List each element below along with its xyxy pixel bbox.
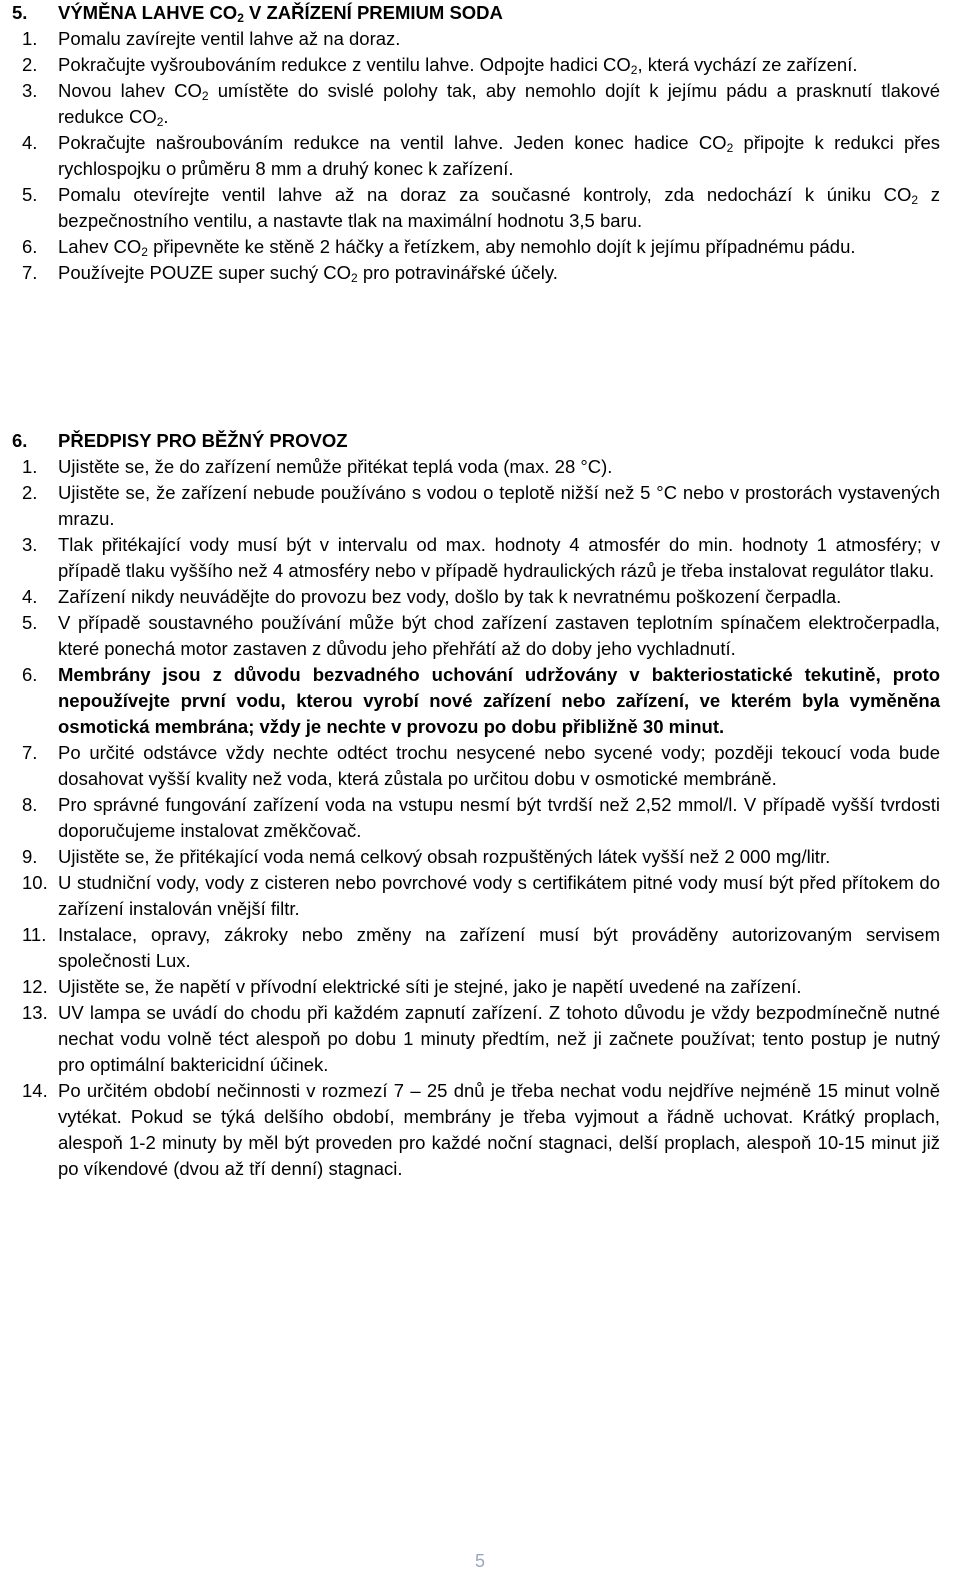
section-heading — [12, 0, 940, 26]
item-number: 7. — [22, 742, 38, 763]
item-number: 12. — [22, 976, 48, 997]
list-item — [12, 454, 940, 480]
section-title: VÝMĚNA LAHVE $CO_2$ V ZAŘÍZENÍ PREMIUM SODA — [58, 2, 503, 25]
section-operating-rules — [12, 428, 940, 1182]
list-item — [12, 610, 940, 662]
item-text: Pomalu otevírejte ventil lahve až na doraz za současné kontroly, zda nedochází k úniku $CO_2$ z bezpečnostního ventilu, a nastavte tlak na maximální hodnotu 3,5 baru. — [58, 184, 941, 231]
section-heading — [12, 428, 940, 454]
item-text: Pokračujte našroubováním redukce na ventil lahve. Jeden konec hadice $CO_2$ připojte k redukci přes rychlospojku o průměru 8 mm a druhý konec k zařízení. — [58, 132, 940, 179]
list-item — [12, 740, 940, 792]
list-item — [12, 26, 940, 52]
item-text: Používejte POUZE super suchý $CO_2$ pro potravinářské účely. — [58, 262, 558, 285]
section-number: 5. — [12, 2, 28, 23]
item-text: Po určité odstávce vždy nechte odtéct trochu nesycené nebo sycené vody; později tekoucí voda bude dosahovat vyšší kvality než voda, která zůstala po určitou dobu v osmotické membráně. — [58, 742, 940, 789]
item-number: 4. — [22, 586, 38, 607]
list-item — [12, 480, 940, 532]
item-text: Pokračujte vyšroubováním redukce z ventilu lahve. Odpojte hadici $CO_2$, která vychází ze zařízení. — [58, 54, 858, 77]
item-number: 14. — [22, 1080, 48, 1101]
item-number: 6. — [22, 664, 38, 685]
item-text: Novou lahev $CO_2$ umístěte do svislé polohy tak, aby nemohlo dojít k jejímu pádu a prasknutí tlakové redukce $CO_2$. — [58, 80, 940, 129]
list-item — [12, 182, 940, 234]
list-item — [12, 130, 940, 182]
item-number: 1. — [22, 456, 38, 477]
item-text: U studniční vody, vody z cisteren nebo povrchové vody s certifikátem pitné vody musí být před přítokem do zařízení instalován vnější filtr. — [58, 872, 940, 919]
item-text: Ujistěte se, že napětí v přívodní elektrické síti je stejné, jako je napětí uvedené na zařízení. — [58, 976, 802, 997]
page-number: 5 — [474, 1551, 485, 1571]
item-text: Membrány jsou z důvodu bezvadného uchování udržovány v bakteriostatické tekutině, proto nepoužívejte první vodu, kterou vyrobí nové zařízení nebo zařízení, ve kterém byla vyměněna osmotická membrána; vždy je nechte v provozu po dobu přibližně 30 minut. — [58, 664, 940, 737]
list-item — [12, 234, 940, 260]
item-number: 3. — [22, 80, 38, 101]
section-title: PŘEDPISY PRO BĚŽNÝ PROVOZ — [58, 430, 348, 451]
item-number: 1. — [22, 28, 38, 49]
rules-list — [12, 454, 940, 1182]
item-text: Zařízení nikdy neuvádějte do provozu bez vody, došlo by tak k nevratnému poškození čerpadla. — [58, 586, 842, 607]
item-text: Ujistěte se, že přitékající voda nemá celkový obsah rozpuštěných látek vyšší než 2 000 mg/litr. — [58, 846, 831, 867]
item-text: Pomalu zavírejte ventil lahve až na doraz. — [58, 28, 401, 49]
item-number: 5. — [22, 184, 38, 205]
section-co2-replacement — [12, 0, 940, 286]
instruction-list — [12, 26, 940, 286]
item-number: 6. — [22, 236, 38, 257]
item-text: Po určitém období nečinnosti v rozmezí 7 – 25 dnů je třeba nechat vodu nejdříve nejméně 15 minut volně vytékat. Pokud se týká delšího období, membrány je třeba vyjmout a řádně uchovat. Krátký proplach, alespoň 1-2 minuty by měl být proveden pro každé noční stagnaci, delší proplach, alespoň 10-15 minut již po víkendové (dvou až tří denní) stagnaci. — [58, 1080, 940, 1179]
item-number: 7. — [22, 262, 38, 283]
item-number: 10. — [22, 872, 48, 893]
item-number: 2. — [22, 482, 38, 503]
list-item — [12, 260, 940, 286]
list-item — [12, 922, 940, 974]
item-number: 3. — [22, 534, 38, 555]
item-number: 11. — [22, 924, 47, 945]
list-item — [12, 870, 940, 922]
section-number: 6. — [12, 430, 28, 451]
list-item — [12, 662, 940, 740]
list-item — [12, 532, 940, 584]
list-item — [12, 792, 940, 844]
item-text: Ujistěte se, že do zařízení nemůže přitékat teplá voda (max. 28 °C). — [58, 456, 613, 477]
list-item — [12, 1000, 940, 1078]
list-item — [12, 52, 940, 78]
item-text: Ujistěte se, že zařízení nebude používáno s vodou o teplotě nižší než 5 °C nebo v prostorách vystavených mrazu. — [58, 482, 940, 529]
item-number: 8. — [22, 794, 38, 815]
list-item — [12, 1078, 940, 1182]
item-number: 13. — [22, 1002, 48, 1023]
item-text: Pro správné fungování zařízení voda na vstupu nesmí být tvrdší než 2,52 mmol/l. V případě vyšší tvrdosti doporučujeme instalovat změkčovač. — [58, 794, 940, 841]
item-text: Instalace, opravy, zákroky nebo změny na zařízení musí být prováděny autorizovaným servisem společnosti Lux. — [58, 924, 940, 971]
list-item — [12, 844, 940, 870]
item-text: Lahev $CO_2$ připevněte ke stěně 2 háčky a řetízkem, aby nemohlo dojít k jejímu případnému pádu. — [58, 236, 856, 259]
item-text: Tlak přitékající vody musí být v intervalu od max. hodnoty 4 atmosfér do min. hodnoty 1 atmosféry; v případě tlaku vyššího než 4 atmosféry nebo v případě hydraulických rázů je třeba instalovat regulátor tlaku. — [58, 534, 940, 581]
item-number: 5. — [22, 612, 38, 633]
item-number: 9. — [22, 846, 38, 867]
list-item — [12, 974, 940, 1000]
list-item — [12, 78, 940, 130]
item-text: UV lampa se uvádí do chodu při každém zapnutí zařízení. Z tohoto důvodu je vždy bezpodmínečně nutné nechat vodu volně téct alespoň po dobu 1 minuty předtím, než ji začnete používat; tento postup je nutný pro optimální baktericidní účinek. — [58, 1002, 940, 1075]
item-number: 4. — [22, 132, 38, 153]
item-text: V případě soustavného používání může být chod zařízení zastaven teplotním spínačem elektročerpadla, které ponechá motor zastaven z důvodu jeho přehřátí až do doby jeho vychladnutí. — [58, 612, 940, 659]
list-item — [12, 584, 940, 610]
item-number: 2. — [22, 54, 38, 75]
